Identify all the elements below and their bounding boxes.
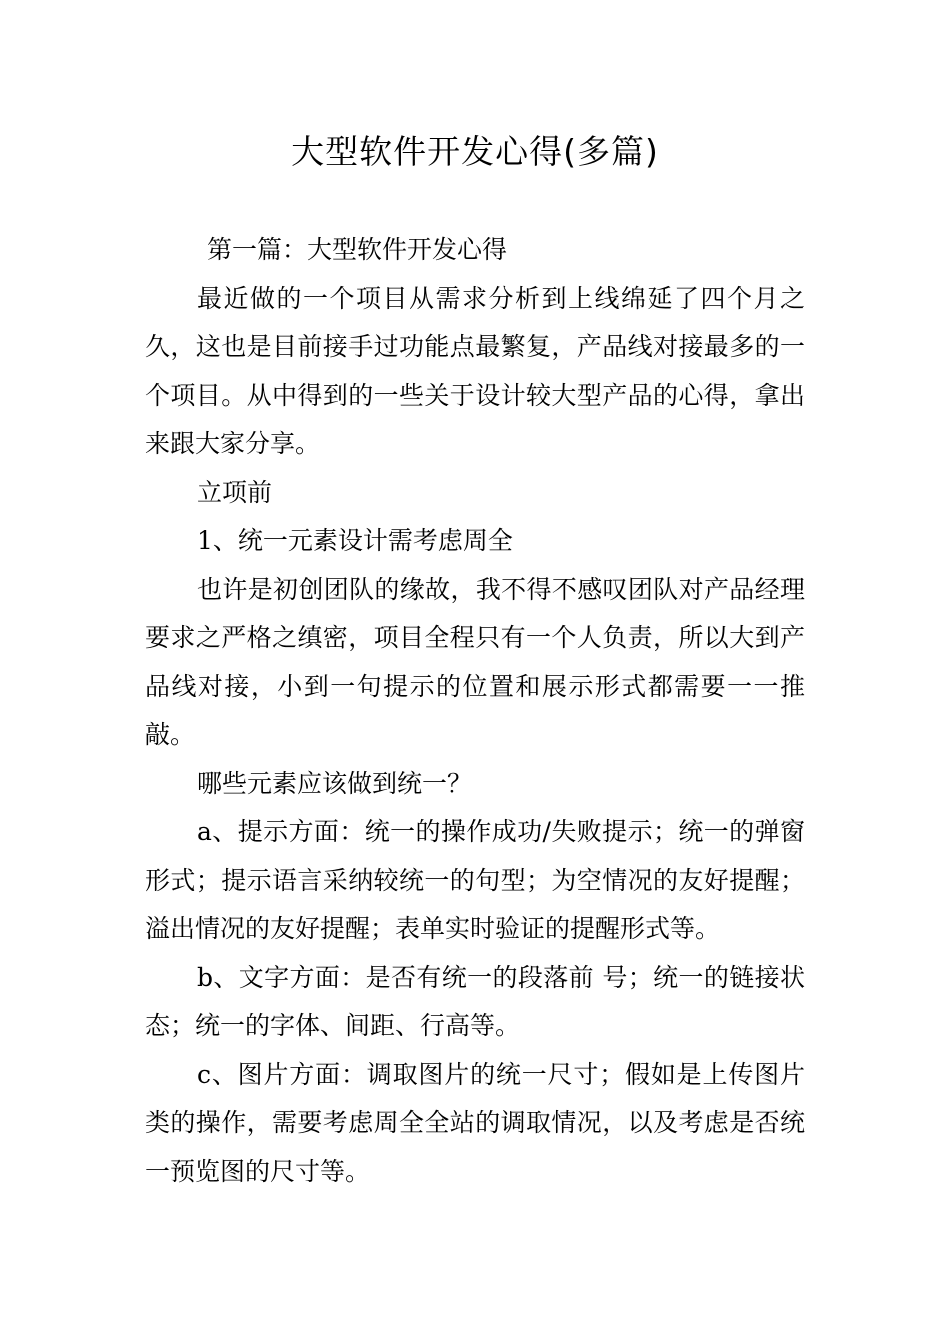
section-heading: 第一篇：大型软件开发心得 bbox=[207, 235, 508, 264]
subheading-before-project: 立项前 bbox=[197, 477, 273, 507]
document-body bbox=[145, 226, 805, 1196]
paragraph-team: 也许是初创团队的缘故，我不得不感叹团队对产品经理要求之严格之缜密，项目全程只有一个人负责，所以大到产品线对接，小到一句提示的位置和展示形式都需要一一推敲。 bbox=[145, 574, 805, 749]
paragraph-intro: 最近做的一个项目从需求分析到上线绵延了四个月之久，这也是目前接手过功能点最繁复，产品线对接最多的一个项目。从中得到的一些关于设计较大型产品的心得，拿出来跟大家分享。 bbox=[145, 283, 805, 458]
list-item-a-prompts: a、提示方面：统一的操作成功/失败提示；统一的弹窗形式；提示语言采纳较统一的句型；为空情况的友好提醒；溢出情况的友好提醒；表单实时验证的提醒形式等。 bbox=[145, 817, 805, 943]
question-which-elements: 哪些元素应该做到统一？ bbox=[197, 768, 473, 798]
subheading-unified-elements: 1、统一元素设计需考虑周全 bbox=[197, 526, 513, 555]
document-title: 大型软件开发心得(多篇) bbox=[291, 132, 659, 171]
list-item-c-images: c、图片方面：调取图片的统一尺寸；假如是上传图片类的操作，需要考虑周全全站的调取情况，以及考虑是否统一预览图的尺寸等。 bbox=[145, 1059, 805, 1186]
list-item-b-text: b、文字方面：是否有统一的段落前 号；统一的链接状态；统一的字体、间距、行高等。 bbox=[145, 962, 805, 1040]
